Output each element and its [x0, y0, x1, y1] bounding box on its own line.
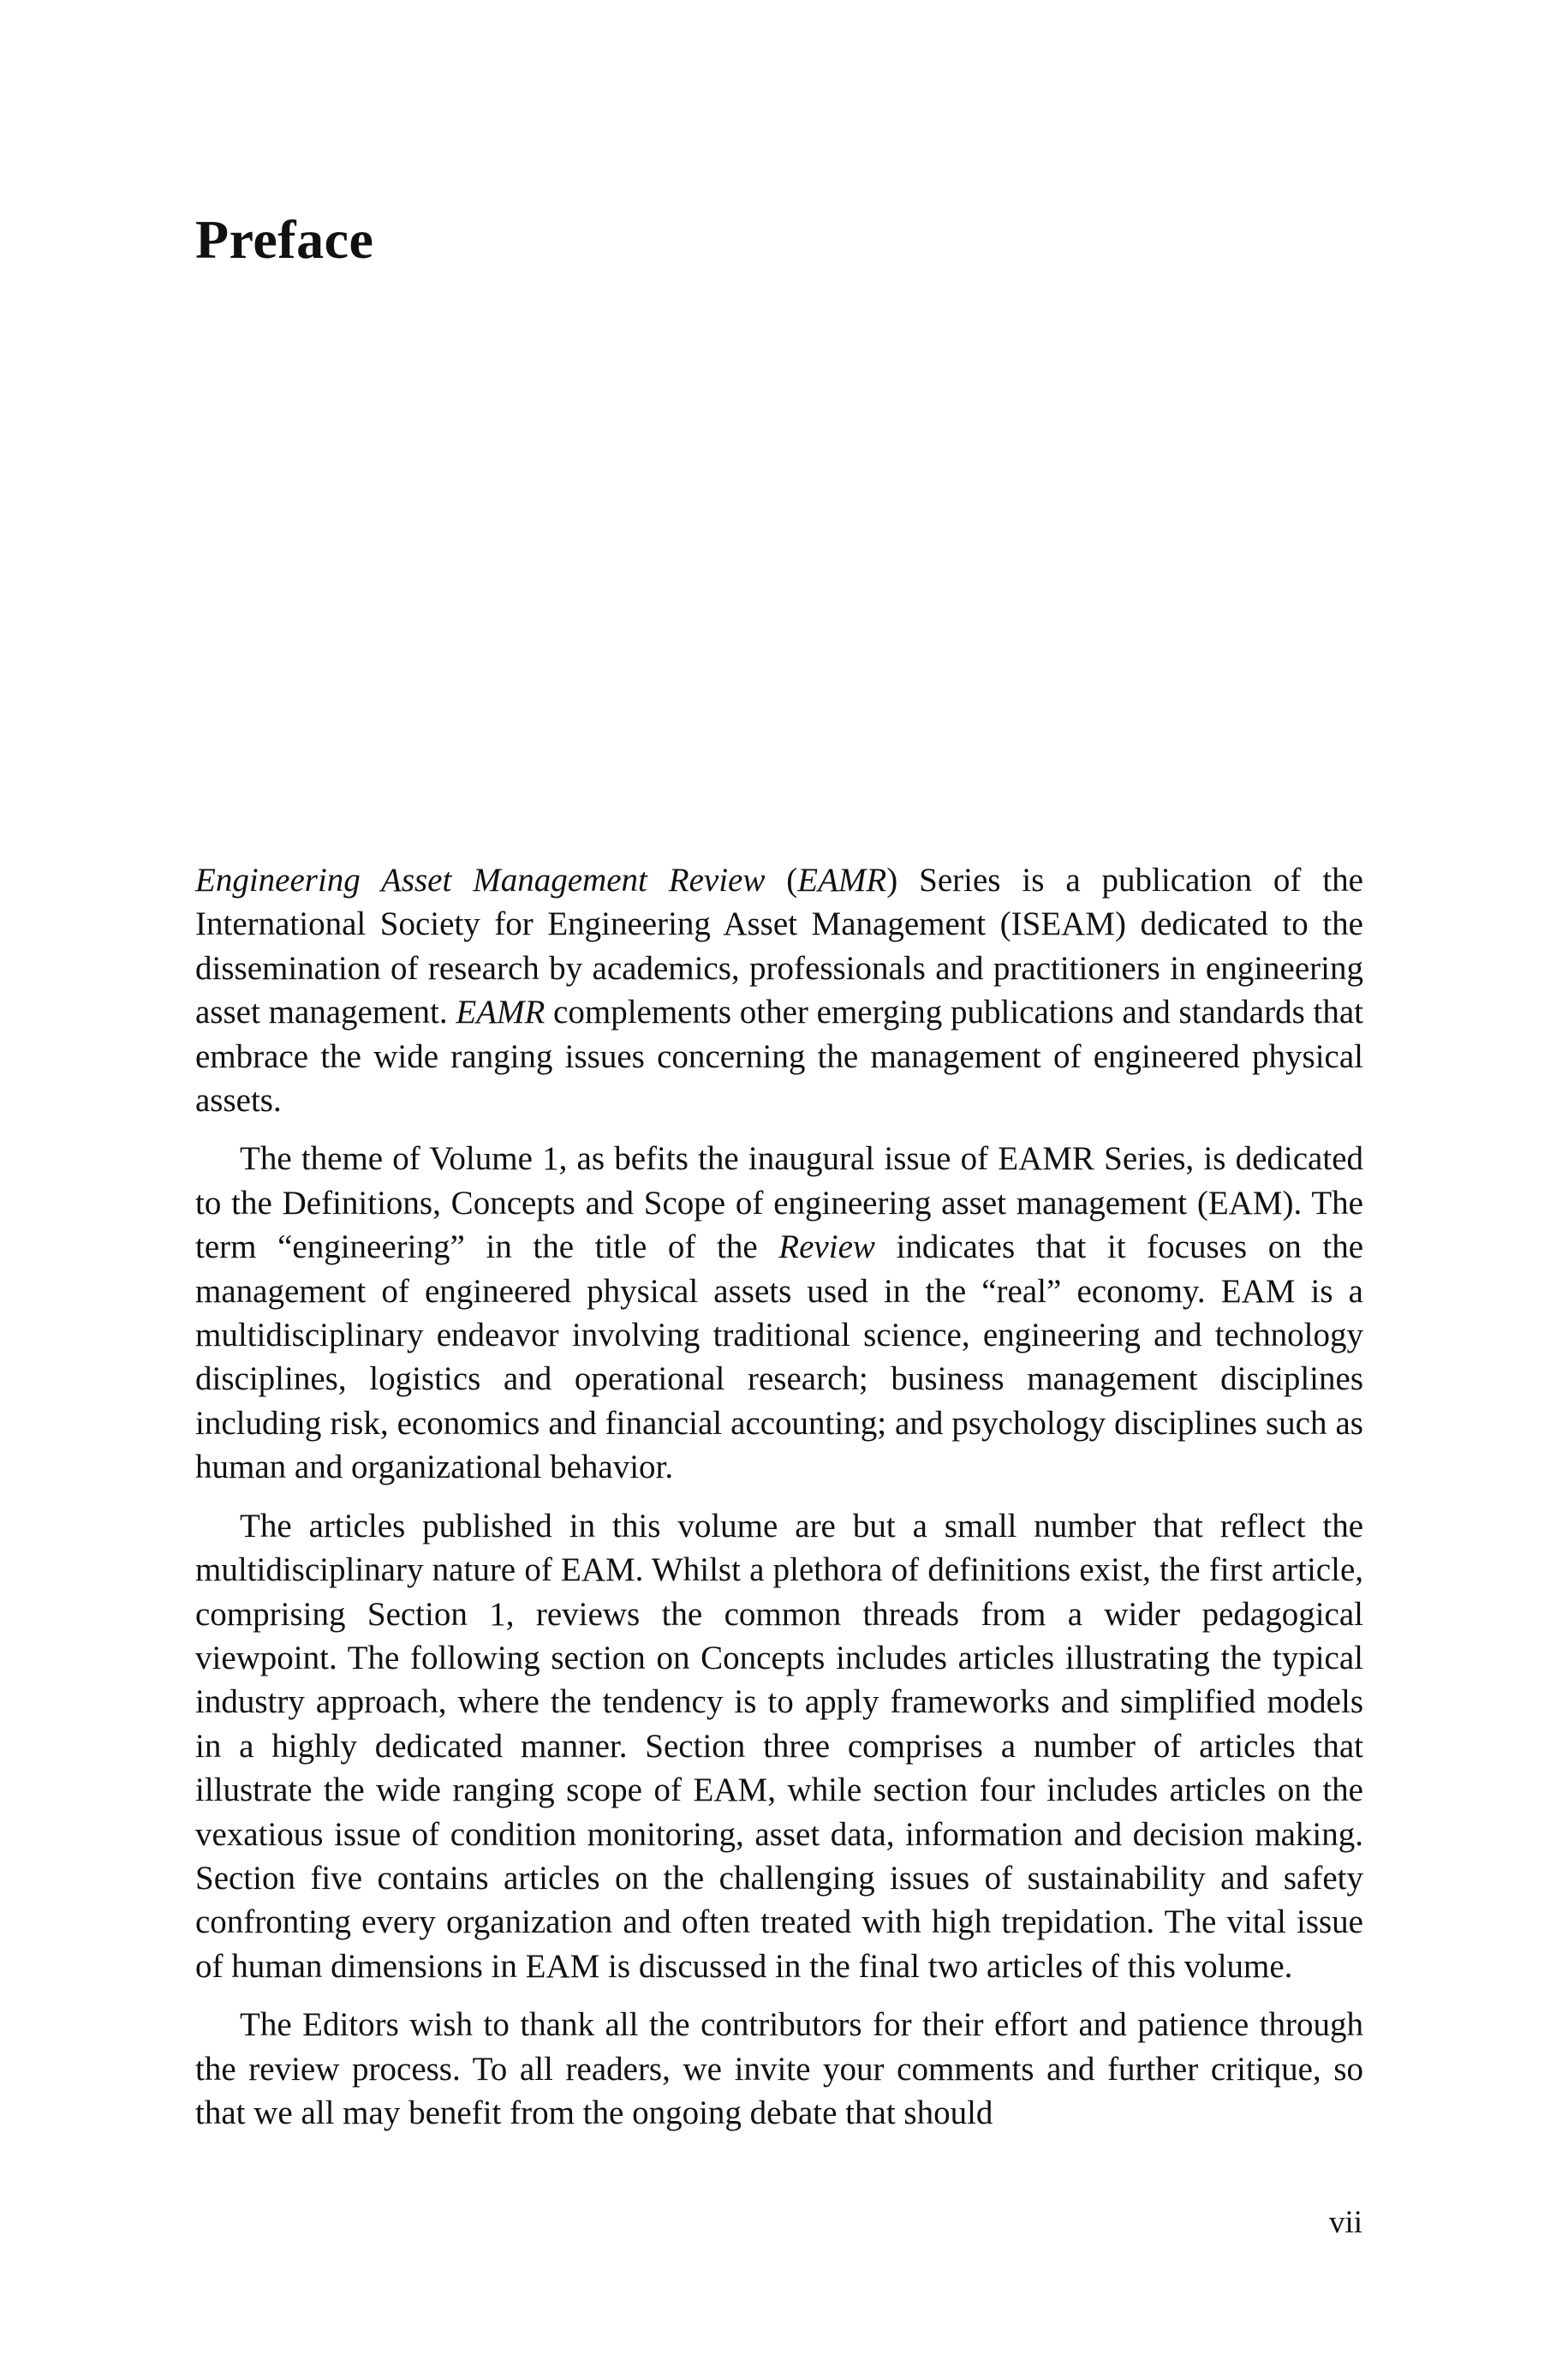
paragraph-acknowledgements	[195, 2003, 1363, 2135]
series-abbrev-italic: EAMR	[456, 994, 546, 1031]
text-run: ) Series is a publication of the International Society for Engineering Asset Management (ISEAM) dedicated to the dissemination of research by academics, professionals and practitioners in engineering asset management.	[195, 862, 1363, 1031]
series-title-italic: Engineering Asset Management Review	[195, 862, 766, 899]
text-run: (	[765, 862, 798, 899]
text-run: The theme of Volume 1, as befits the inaugural issue of EAMR Series, is dedicated to the Definitions, Concepts and Scope of engineering asset management (EAM). The term “engineering” in the title of the	[195, 1140, 1363, 1266]
series-abbrev-italic: EAMR	[797, 862, 887, 899]
paragraph-intro	[195, 858, 1363, 1122]
page-number: vii	[1328, 2205, 1362, 2240]
paragraph-theme	[195, 1137, 1363, 1489]
review-italic: Review	[778, 1228, 875, 1266]
page-title: Preface	[195, 209, 374, 270]
text-run: The articles published in this volume are but a small number that reflect the multidisciplinary nature of EAM. Whilst a plethora of definitions exist, the first article, comprising Section 1, reviews the common threads from a wider pedagogical viewpoint. The following section on Concepts includes articles illustrating the typical industry approach, where the tendency is to apply frameworks and simplified models in a highly dedicated manner. Section three comprises a number of articles that illustrate the wide ranging scope of EAM, while section four includes articles on the vexatious issue of condition monitoring, asset data, information and decision making. Section five contains articles on the challenging issues of sustainability and safety confronting every organization and often treated with high trepidation. The vital issue of human dimensions in EAM is discussed in the final two articles of this volume.	[195, 1507, 1363, 1985]
preface-body	[195, 858, 1363, 2149]
text-run: complements other emerging publications and standards that embrace the wide ranging issues concerning the management of engineered physical assets.	[195, 994, 1363, 1120]
text-run: indicates that it focuses on the management of engineered physical assets used in the “real” economy. EAM is a multidisciplinary endeavor involving traditional science, engineering and technology disciplines, logistics and operational research; business management disciplines including risk, economics and financial accounting; and psychology disciplines such as human and organizational behavior.	[195, 1228, 1364, 1486]
text-run: The Editors wish to thank all the contributors for their effort and patience through the review process. To all readers, we invite your comments and further critique, so that we all may benefit from the ongoing debate that should	[195, 2006, 1363, 2131]
paragraph-articles	[195, 1504, 1363, 1988]
